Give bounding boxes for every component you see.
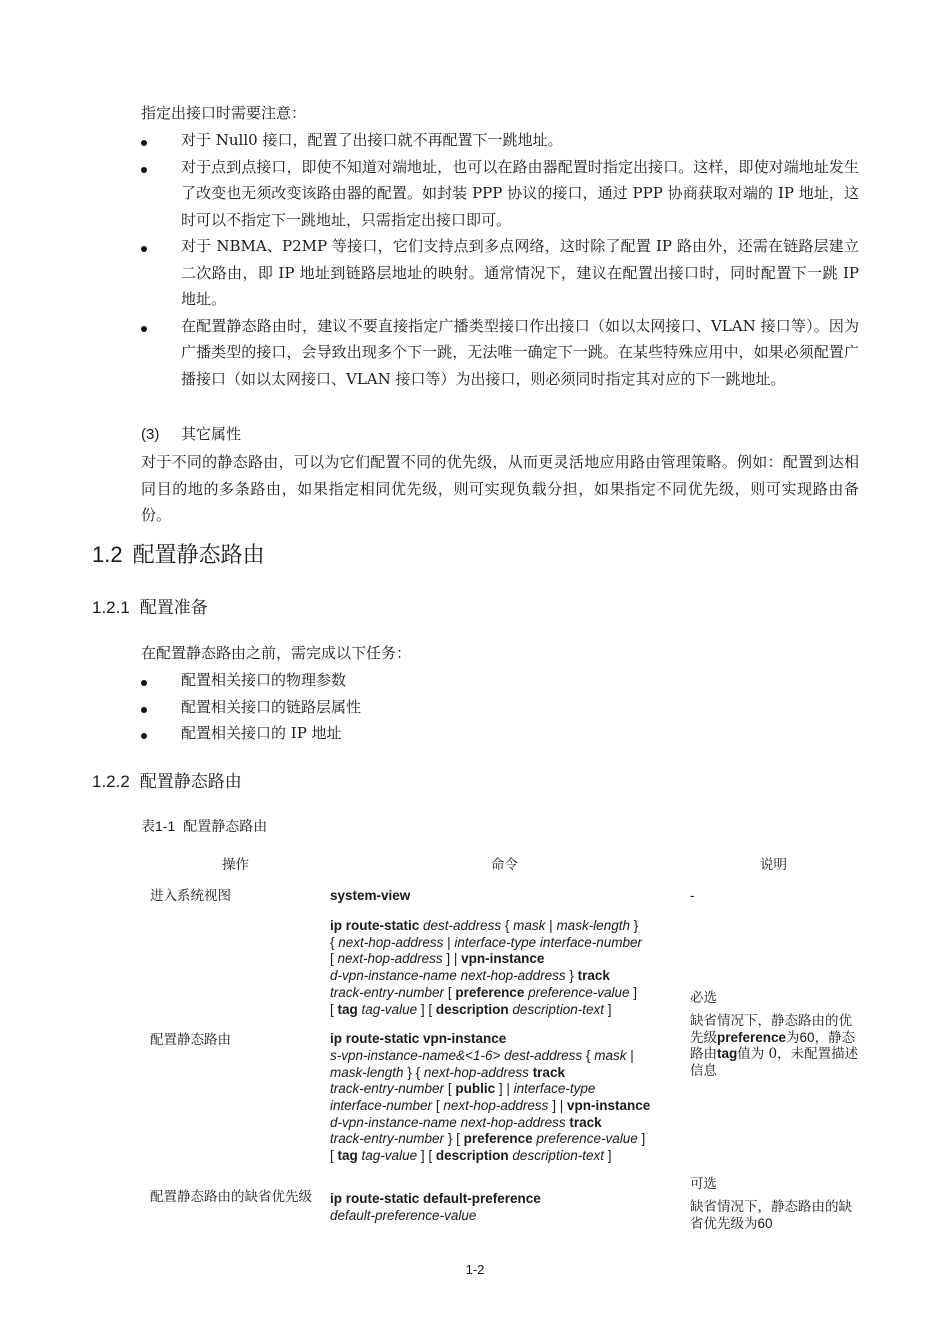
- command-cell-default-preference: ip route-static default-preference default-preference-value: [330, 1191, 541, 1223]
- operation-cell: 配置静态路由: [150, 1032, 231, 1048]
- table-row: [141, 886, 859, 910]
- list-item: 对于 NBMA、P2MP 等接口，它们支持点到多点网络，这时除了配置 IP 路由外，还需在链路层建立二次路由，即 IP 地址到链路层地址的映射。通常情况下，建议在配置出接口时，同时配置下一跳 IP 地址。: [141, 233, 859, 313]
- operation-cell: 配置静态路由的缺省优先级: [150, 1189, 312, 1205]
- config-table: [141, 848, 859, 1232]
- bullet-icon: [141, 680, 147, 686]
- column-header-command: 命令: [491, 857, 518, 872]
- list-item: 对于点到点接口，即使不知道对端地址，也可以在路由器配置时指定出接口。这样，即使对端地址发生了改变也无须改变该路由器的配置。如封装 PPP 协议的接口，通过 PPP 协商获取对端的 IP 地址，这时可以不指定下一跳地址，只需指定出接口即可。: [141, 154, 859, 234]
- bullet-icon: [141, 140, 147, 146]
- intro-paragraph: 指定出接口时需要注意：: [141, 104, 307, 122]
- list-item: 对于 Null0 接口，配置了出接口就不再配置下一跳地址。: [141, 127, 859, 154]
- section-heading: [92, 538, 265, 569]
- bullet-icon: [141, 326, 147, 332]
- list-item: 配置相关接口的物理参数: [141, 667, 859, 694]
- preparation-paragraph: 在配置静态路由之前，需完成以下任务：: [141, 644, 412, 662]
- column-header-operation: 操作: [222, 857, 249, 872]
- page-number: 1-2: [465, 1262, 485, 1277]
- optional-label: 可选: [690, 1176, 717, 1192]
- section-title: 配置静态路由: [132, 542, 265, 567]
- description-cell: -: [690, 888, 695, 903]
- priority-paragraph: 对于不同的静态路由，可以为它们配置不同的优先级，从而更灵活地应用路由管理策略。例如：配置到达相同目的地的多条路由，如果指定相同优先级，则可实现负载分担，如果指定不同优先级，则可实现路由备份。: [141, 453, 859, 524]
- description-cell: [690, 990, 860, 1080]
- command-syntax-public: ip route-static dest-address { mask | mask-length } { next-hop-address | interface-type interface-number [ next-hop-address ] | vpn-instance d-vpn-instance-name next-hop-address } track track-entry-number [ preference preference-value ] [ tag tag-value ] [ description description-text ]: [330, 918, 642, 1017]
- list-item: 在配置静态路由时，建议不要直接指定广播类型接口作出接口（如以太网接口、VLAN 接口等）。因为广播类型的接口，会导致出现多个下一跳，无法唯一确定下一跳。在某些特殊应用中，如果必须配置广播接口（如以太网接口、VLAN 接口等）为出接口，则必须同时指定其对应的下一跳地址。: [141, 313, 859, 393]
- command-cell: system-view: [330, 888, 411, 903]
- bullet-icon: [141, 733, 147, 739]
- table-row: [141, 1176, 859, 1246]
- description-text: 缺省情况下，静态路由的缺省优先级为60: [690, 1198, 852, 1232]
- outbound-interface-notes-list: [141, 127, 859, 392]
- numbered-item-other-attributes: [141, 421, 241, 449]
- item-number: (3): [141, 426, 160, 443]
- caption-title: 配置静态路由: [183, 818, 268, 834]
- description-text: 缺省情况下，静态路由的优先级preference为60，静态路由tag值为 0，未配置描述信息: [690, 1012, 859, 1080]
- table-row: [141, 918, 859, 1168]
- subsection-title: 配置准备: [139, 598, 208, 617]
- item-label: 其它属性: [181, 425, 242, 443]
- subsection-number: 1.2.2: [92, 772, 130, 791]
- table-caption: [141, 816, 267, 836]
- subsection-number: 1.2.1: [92, 598, 130, 617]
- bullet-icon: [141, 246, 147, 252]
- column-header-description: 说明: [760, 857, 787, 872]
- operation-cell: 进入系统视图: [150, 888, 231, 904]
- subsection-title: 配置静态路由: [139, 772, 242, 791]
- command-cell-ip-route-static: [330, 918, 680, 1165]
- subsection-heading-preparation: [92, 593, 208, 618]
- bullet-icon: [141, 167, 147, 173]
- command-syntax-vpn: ip route-static vpn-instance s-vpn-instance-name&<1-6> dest-address { mask | mask-length } { next-hop-address track track-entry-number [ public ] | interface-type interface-number [ next-hop-address ] | vpn-instance d-vpn-instance-name next-hop-address track track-entry-number } [ preference preference-value ] [ tag tag-value ] [ description description-text ]: [330, 1031, 651, 1164]
- list-item: 配置相关接口的 IP 地址: [141, 720, 859, 747]
- subsection-heading-config: [92, 767, 242, 792]
- list-item: 配置相关接口的链路层属性: [141, 694, 859, 721]
- description-cell: [690, 1176, 860, 1232]
- caption-number: 表1-1: [141, 818, 176, 834]
- bullet-icon: [141, 707, 147, 713]
- table-header-row: [141, 848, 859, 878]
- required-label: 必选: [690, 990, 717, 1006]
- section-number: 1.2: [92, 542, 123, 567]
- preparation-task-list: [141, 667, 859, 747]
